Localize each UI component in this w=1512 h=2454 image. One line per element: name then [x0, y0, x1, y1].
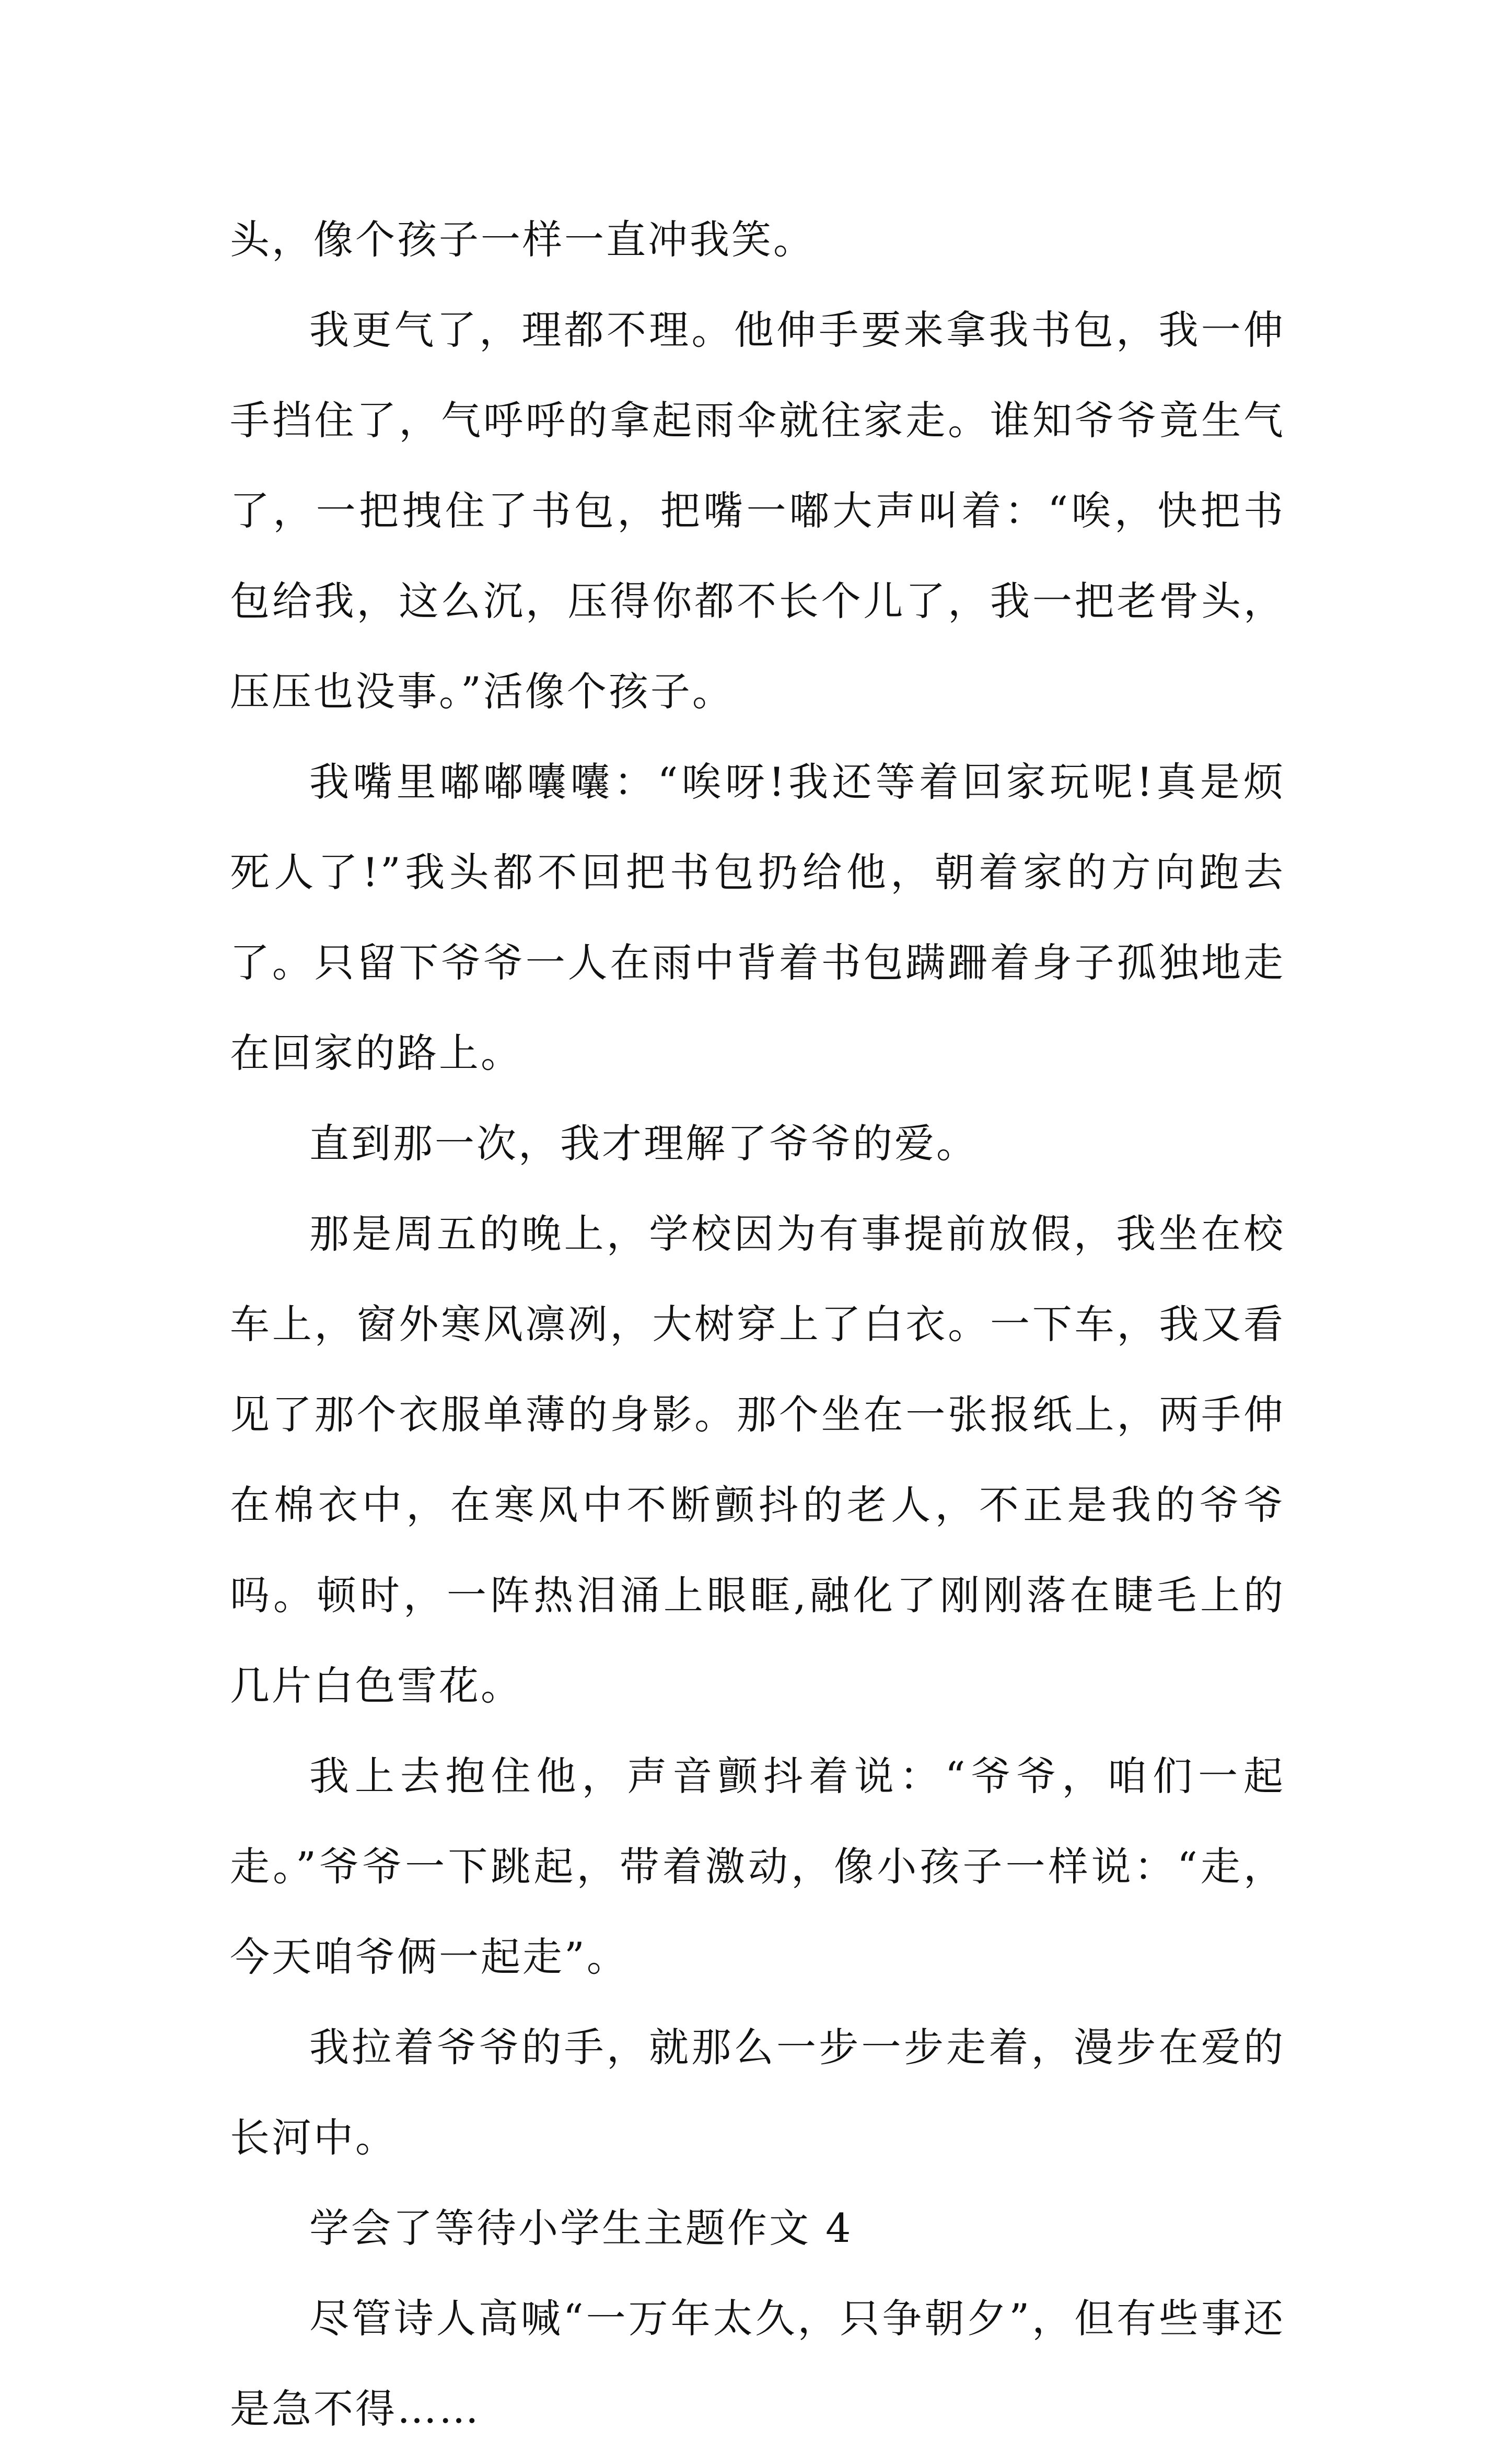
paragraph-8: 尽管诗人高喊“一万年太久，只争朝夕”，但有些事还是急不得……	[230, 2295, 1285, 2432]
essay-body	[230, 194, 1285, 2454]
paragraph-3: 我嘴里嘟嘟囔囔：“唉呀!我还等着回家玩呢!真是烦死人了!”我头都不回把书包扔给他，朝着家的方向跑去了。只留下爷爷一人在雨中背着书包蹒跚着身子孤独地走在回家的路上。	[230, 759, 1285, 1076]
paragraph-1: 头，像个孩子一样一直冲我笑。	[230, 216, 815, 263]
paragraph-4: 直到那一次，我才理解了爷爷的爱。	[309, 1120, 978, 1167]
paragraph-7: 我拉着爷爷的手，就那么一步一步走着，漫步在爱的长河中。	[230, 2024, 1285, 2161]
paragraph-6: 我上去抱住他，声音颤抖着说：“爷爷，咱们一起走。”爷爷一下跳起，带着激动，像小孩子一样说：“走，今天咱爷俩一起走”。	[230, 1753, 1285, 1980]
paragraph-2: 我更气了，理都不理。他伸手要来拿我书包，我一伸手挡住了，气呼呼的拿起雨伞就往家走。谁知爷爷竟生气了，一把拽住了书包，把嘴一嘟大声叫着：“唉，快把书包给我，这么沉，压得你都不长个儿了，我一把老骨头，压压也没事。”活像个孩子。	[230, 307, 1285, 715]
section-heading: 学会了等待小学生主题作文 4	[309, 2205, 853, 2251]
paragraph-5: 那是周五的晚上，学校因为有事提前放假，我坐在校车上，窗外寒风凛冽，大树穿上了白衣。一下车，我又看见了那个衣服单薄的身影。那个坐在一张报纸上，两手伸在棉衣中，在寒风中不断颤抖的老人，不正是我的爷爷吗。顿时，一阵热泪涌上眼眶,融化了刚刚落在睫毛上的几片白色雪花。	[230, 1211, 1285, 1709]
